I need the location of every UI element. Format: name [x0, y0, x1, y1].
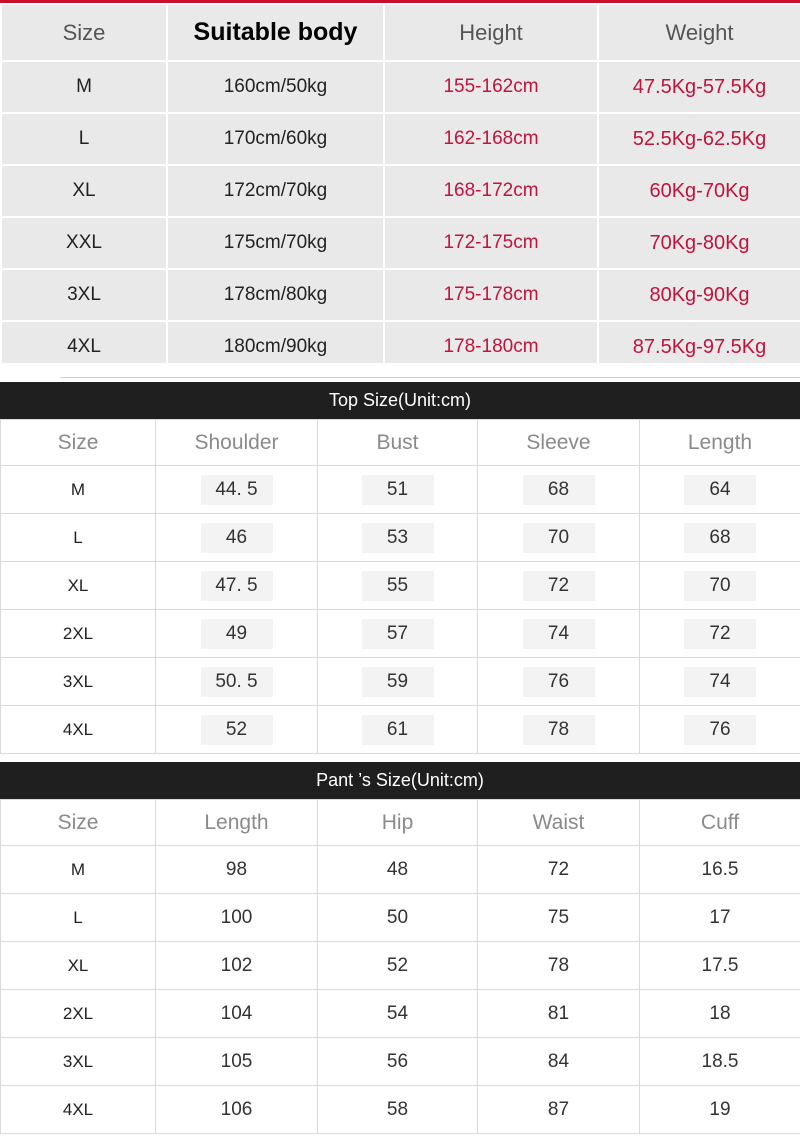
- header-height: Height: [384, 4, 598, 61]
- size-cell: 4XL: [1, 321, 167, 373]
- sleeve-value: 70: [523, 523, 595, 553]
- cuff-cell: 17: [640, 894, 800, 942]
- suitable-body-cell: 160cm/50kg: [167, 61, 384, 113]
- shoulder-cell: [156, 514, 318, 562]
- length-value: 70: [684, 571, 756, 601]
- table-row: [1, 846, 800, 894]
- waist-cell: 87: [478, 1086, 640, 1134]
- header-length: Length: [156, 800, 318, 846]
- waist-cell: 78: [478, 942, 640, 990]
- bust-cell: [318, 466, 478, 514]
- shoulder-value: 47. 5: [201, 571, 273, 601]
- shoulder-cell: [156, 610, 318, 658]
- header-sleeve: Sleeve: [478, 420, 640, 466]
- header-size: Size: [1, 4, 167, 61]
- height-cell: 168-172cm: [384, 165, 598, 217]
- shoulder-cell: [156, 706, 318, 754]
- length-cell: 106: [156, 1086, 318, 1134]
- table-row: [1, 610, 800, 658]
- sleeve-cell: [478, 610, 640, 658]
- header-shoulder: Shoulder: [156, 420, 318, 466]
- top-table-header-row: [1, 420, 800, 466]
- hip-cell: 50: [318, 894, 478, 942]
- weight-cell: 47.5Kg-57.5Kg: [598, 61, 800, 113]
- size-cell: 4XL: [1, 1086, 156, 1134]
- sleeve-cell: [478, 466, 640, 514]
- sleeve-value: 68: [523, 475, 595, 505]
- bust-value: 55: [362, 571, 434, 601]
- sleeve-cell: [478, 514, 640, 562]
- bust-value: 53: [362, 523, 434, 553]
- cuff-cell: 18: [640, 990, 800, 1038]
- length-cell: 105: [156, 1038, 318, 1086]
- pant-size-title: Pant ’s Size(Unit:cm): [0, 762, 800, 799]
- suitable-body-cell: 178cm/80kg: [167, 269, 384, 321]
- sleeve-cell: [478, 658, 640, 706]
- cuff-cell: 17.5: [640, 942, 800, 990]
- header-weight: Weight: [598, 4, 800, 61]
- table-row: [1, 894, 800, 942]
- height-cell: 178-180cm: [384, 321, 598, 373]
- bust-value: 57: [362, 619, 434, 649]
- table-row: [1, 217, 800, 269]
- divider: [60, 377, 800, 378]
- bust-value: 51: [362, 475, 434, 505]
- header-waist: Waist: [478, 800, 640, 846]
- sleeve-value: 72: [523, 571, 595, 601]
- suitable-body-cell: 180cm/90kg: [167, 321, 384, 373]
- length-cell: [640, 706, 800, 754]
- sleeve-value: 76: [523, 667, 595, 697]
- bust-cell: [318, 562, 478, 610]
- pant-size-table: [0, 799, 800, 1134]
- bust-cell: [318, 514, 478, 562]
- size-cell: 2XL: [1, 610, 156, 658]
- height-cell: 175-178cm: [384, 269, 598, 321]
- weight-cell: 87.5Kg-97.5Kg: [598, 321, 800, 373]
- table-row: [1, 562, 800, 610]
- length-value: 64: [684, 475, 756, 505]
- top-size-table: [0, 419, 800, 754]
- hip-cell: 54: [318, 990, 478, 1038]
- table-row: [1, 61, 800, 113]
- weight-cell: 70Kg-80Kg: [598, 217, 800, 269]
- waist-cell: 84: [478, 1038, 640, 1086]
- header-size: Size: [1, 800, 156, 846]
- size-cell: L: [1, 514, 156, 562]
- table-row: [1, 321, 800, 373]
- table-row: [1, 1086, 800, 1134]
- cuff-cell: 16.5: [640, 846, 800, 894]
- bust-value: 61: [362, 715, 434, 745]
- table-row: [1, 990, 800, 1038]
- table-row: [1, 165, 800, 217]
- weight-cell: 60Kg-70Kg: [598, 165, 800, 217]
- waist-cell: 75: [478, 894, 640, 942]
- hip-cell: 52: [318, 942, 478, 990]
- table-row: [1, 658, 800, 706]
- length-cell: [640, 562, 800, 610]
- shoulder-value: 52: [201, 715, 273, 745]
- sleeve-cell: [478, 562, 640, 610]
- table-row: [1, 514, 800, 562]
- table-row: [1, 269, 800, 321]
- shoulder-value: 46: [201, 523, 273, 553]
- waist-cell: 81: [478, 990, 640, 1038]
- hip-cell: 56: [318, 1038, 478, 1086]
- table-row: [1, 942, 800, 990]
- shoulder-value: 49: [201, 619, 273, 649]
- length-cell: 104: [156, 990, 318, 1038]
- size-cell: 3XL: [1, 1038, 156, 1086]
- length-cell: 102: [156, 942, 318, 990]
- size-cell: M: [1, 61, 167, 113]
- size-cell: 2XL: [1, 990, 156, 1038]
- suitable-body-cell: 175cm/70kg: [167, 217, 384, 269]
- size-cell: M: [1, 846, 156, 894]
- size-cell: XL: [1, 562, 156, 610]
- length-value: 72: [684, 619, 756, 649]
- size-cell: M: [1, 466, 156, 514]
- waist-cell: 72: [478, 846, 640, 894]
- body-table-header-row: [1, 4, 800, 61]
- sleeve-value: 78: [523, 715, 595, 745]
- header-suitable-body: Suitable body: [167, 4, 384, 61]
- sleeve-value: 74: [523, 619, 595, 649]
- bust-cell: [318, 658, 478, 706]
- shoulder-cell: [156, 562, 318, 610]
- size-cell: XL: [1, 942, 156, 990]
- bust-cell: [318, 706, 478, 754]
- height-cell: 155-162cm: [384, 61, 598, 113]
- length-cell: [640, 466, 800, 514]
- shoulder-value: 50. 5: [201, 667, 273, 697]
- length-value: 74: [684, 667, 756, 697]
- size-cell: L: [1, 113, 167, 165]
- length-cell: [640, 658, 800, 706]
- shoulder-cell: [156, 466, 318, 514]
- sleeve-cell: [478, 706, 640, 754]
- length-cell: 98: [156, 846, 318, 894]
- hip-cell: 48: [318, 846, 478, 894]
- size-cell: 3XL: [1, 658, 156, 706]
- header-cuff: Cuff: [640, 800, 800, 846]
- table-row: [1, 1038, 800, 1086]
- table-row: [1, 706, 800, 754]
- body-size-table: [0, 3, 800, 374]
- body-size-chart: [0, 0, 800, 363]
- cuff-cell: 18.5: [640, 1038, 800, 1086]
- size-cell: XL: [1, 165, 167, 217]
- cuff-cell: 19: [640, 1086, 800, 1134]
- size-cell: 3XL: [1, 269, 167, 321]
- length-cell: [640, 610, 800, 658]
- size-cell: XXL: [1, 217, 167, 269]
- pant-table-header-row: [1, 800, 800, 846]
- size-cell: 4XL: [1, 706, 156, 754]
- weight-cell: 80Kg-90Kg: [598, 269, 800, 321]
- length-value: 76: [684, 715, 756, 745]
- table-row: [1, 113, 800, 165]
- length-cell: 100: [156, 894, 318, 942]
- header-size: Size: [1, 420, 156, 466]
- length-cell: [640, 514, 800, 562]
- suitable-body-cell: 172cm/70kg: [167, 165, 384, 217]
- size-cell: L: [1, 894, 156, 942]
- hip-cell: 58: [318, 1086, 478, 1134]
- top-size-title: Top Size(Unit:cm): [0, 382, 800, 419]
- shoulder-cell: [156, 658, 318, 706]
- shoulder-value: 44. 5: [201, 475, 273, 505]
- suitable-body-cell: 170cm/60kg: [167, 113, 384, 165]
- table-row: [1, 466, 800, 514]
- weight-cell: 52.5Kg-62.5Kg: [598, 113, 800, 165]
- bust-value: 59: [362, 667, 434, 697]
- height-cell: 162-168cm: [384, 113, 598, 165]
- length-value: 68: [684, 523, 756, 553]
- header-hip: Hip: [318, 800, 478, 846]
- bust-cell: [318, 610, 478, 658]
- height-cell: 172-175cm: [384, 217, 598, 269]
- header-bust: Bust: [318, 420, 478, 466]
- header-length: Length: [640, 420, 800, 466]
